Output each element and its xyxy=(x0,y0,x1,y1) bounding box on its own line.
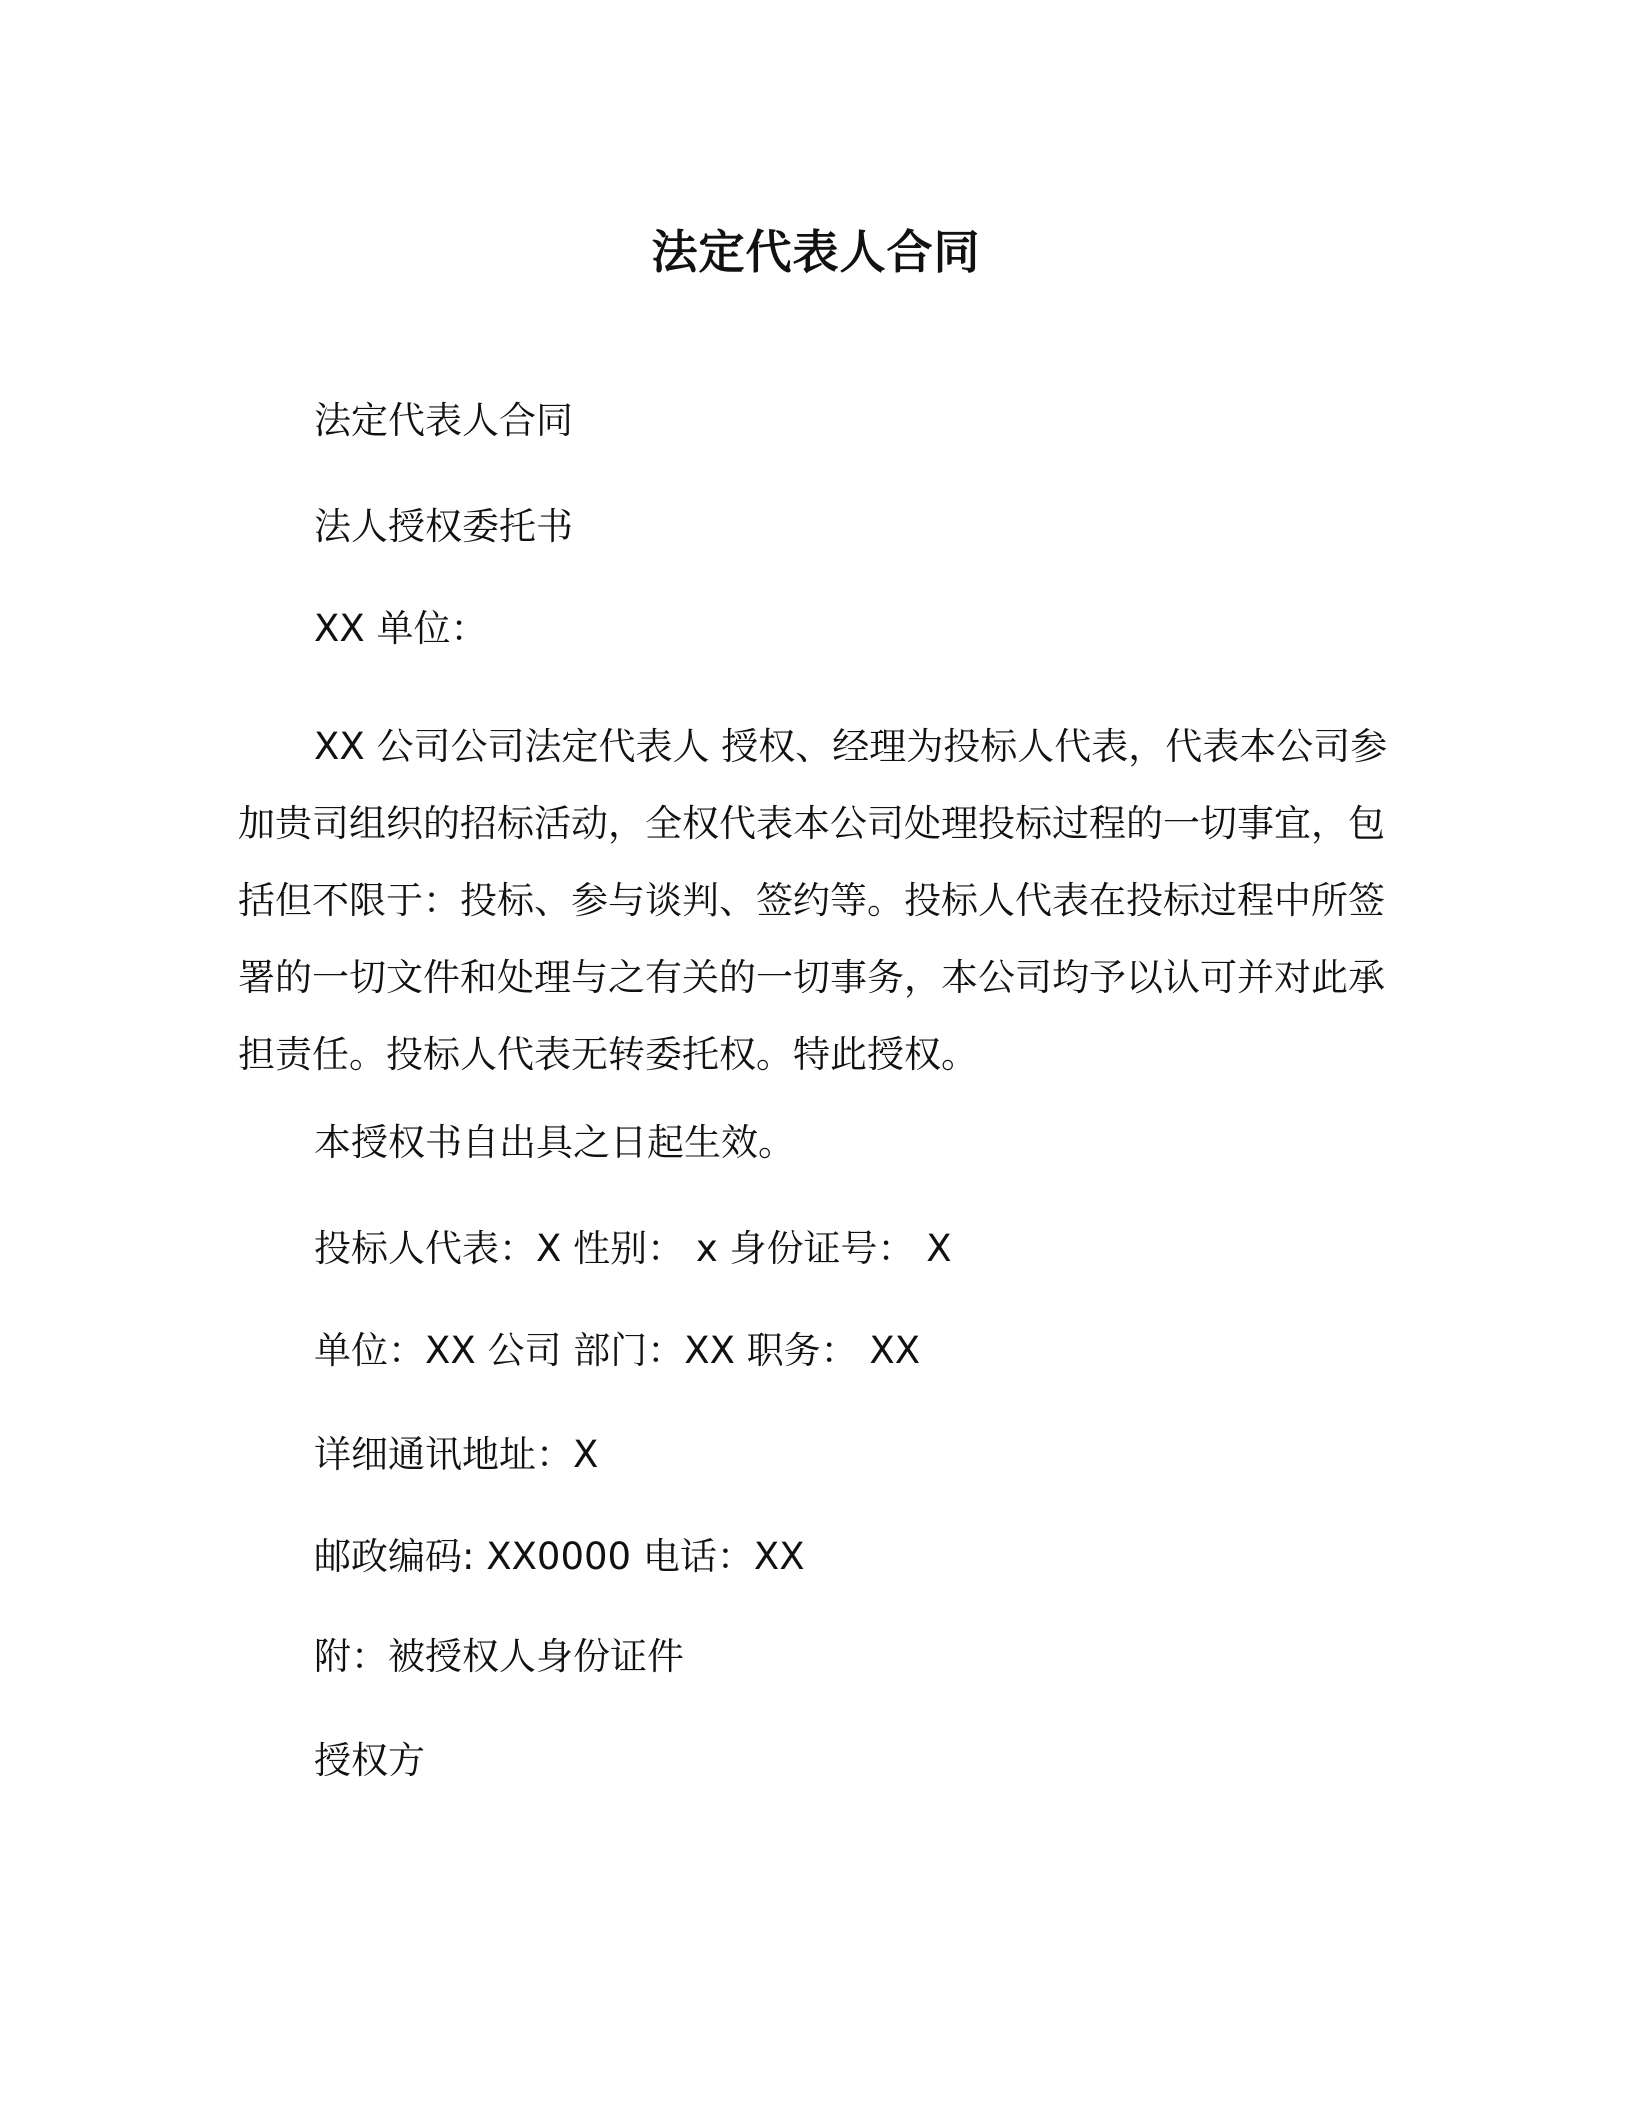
heading-power-of-attorney: 法人授权委托书 xyxy=(314,505,573,548)
authorization-paragraph: XX 公司公司法定代表人 授权、经理为投标人代表，代表本公司参加贵司组织的招标活动，全权代表本公司处理投标过程的一切事宜，包括但不限于：投标、参与谈判、签约等。投标人代表在投标过程中所签署的一切文件和处理与之有关的一切事务，本公司均予以认可并对此承担责任。投标人代表无转委托权。特此授权。 xyxy=(238,725,1388,1076)
document-title: 法定代表人合同 xyxy=(651,225,981,279)
effective-date-line: 本授权书自出具之日起生效。 xyxy=(314,1121,795,1164)
representative-info-line: 投标人代表：X 性别： x 身份证号： X xyxy=(314,1227,952,1270)
postal-phone-line: 邮政编码: XX0000 电话：XX xyxy=(314,1535,805,1578)
address-line: 详细通讯地址：X xyxy=(314,1433,599,1476)
unit-department-line: 单位：XX 公司 部门：XX 职务： XX xyxy=(314,1329,921,1372)
addressee-line: XX 单位： xyxy=(314,607,488,650)
heading-contract: 法定代表人合同 xyxy=(314,399,573,442)
grantor-line: 授权方 xyxy=(314,1739,425,1782)
attachment-line: 附：被授权人身份证件 xyxy=(314,1635,684,1678)
